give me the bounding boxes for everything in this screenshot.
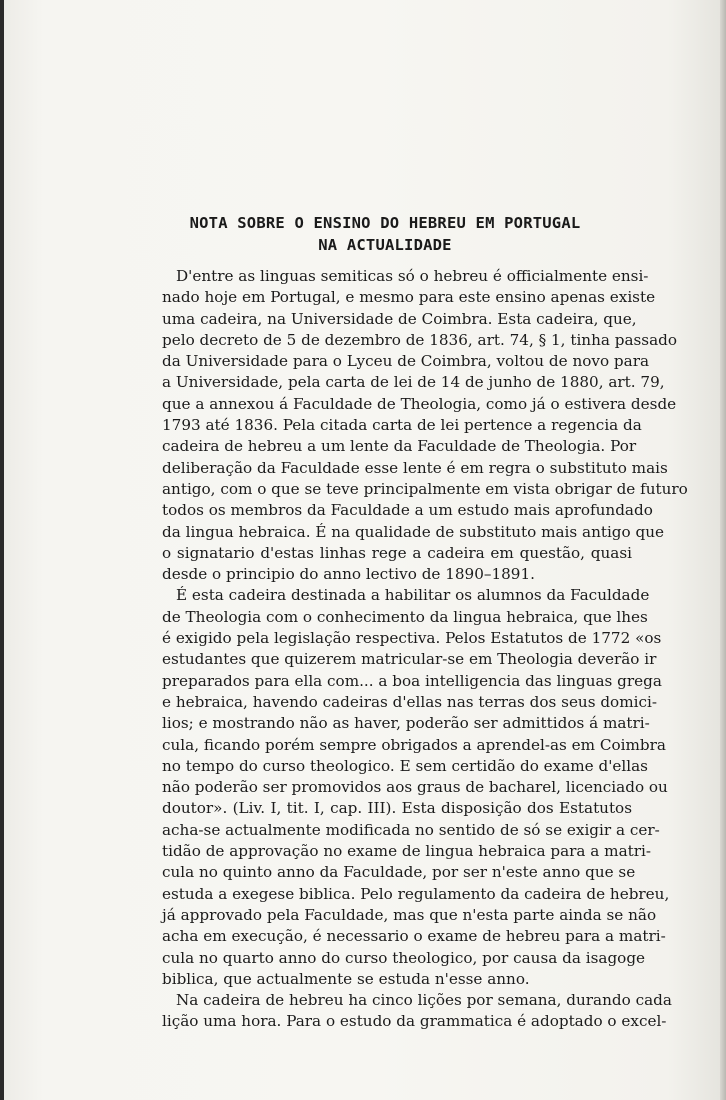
text-line: preparados para ella com... a boa intelligencia das linguas grega [162,671,662,690]
text-line: cula no quinto anno da Faculdade, por ser n'este anno que se [162,863,636,882]
text-line: biblica, que actualmente se estuda n'esse anno. [162,969,530,988]
scan-left-edge [0,0,4,1100]
text-line: que a annexou á Faculdade de Theologia, como já o estivera desde [162,394,677,413]
text-line: de Theologia com o conhecimento da lingua hebraica, que lhes [162,607,648,626]
text-line: da Universidade para o Lyceu de Coimbra, voltou de novo para [162,352,650,371]
text-line: antigo, com o que se teve principalmente em vista obrigar de futuro [162,479,688,498]
text-line: lição uma hora. Para o estudo da grammatica é adoptado o excel- [162,1012,667,1031]
text-line: doutor». (Liv. I, tit. I, cap. III). Esta disposição dos Estatutos [162,799,632,818]
text-line: cadeira de hebreu a um lente da Faculdade de Theologia. Por [162,437,637,456]
text-line: 1793 até 1836. Pela citada carta de lei pertence a regencia da [162,416,642,435]
scan-right-edge [720,0,726,1100]
text-line: É esta cadeira destinada a habilitar os alumnos da Faculdade [176,586,650,605]
text-line: estuda a exegese biblica. Pelo regulamento da cadeira de hebreu, [162,884,670,903]
text-line: e hebraica, havendo cadeiras d'ellas nas terras dos seus domici- [162,692,657,711]
text-line: da lingua hebraica. É na qualidade de substituto mais antigo que [162,522,664,541]
text-line: tidão de approvação no exame de lingua hebraica para a matri- [162,842,651,861]
text-line: não poderão ser promovidos aos graus de bacharel, licenciado ou [162,778,668,797]
text-line: cula, ficando porém sempre obrigados a aprendel-as em Coimbra [162,735,666,754]
text-line: no tempo do curso theologico. E sem certidão do exame d'ellas [162,756,648,775]
text-line: estudantes que quizerem matricular-se em Theologia deverão ir [162,650,657,669]
text-line: cula no quarto anno do curso theologico, por causa da isagoge [162,948,646,967]
text-line: acha em execução, é necessario o exame de hebreu para a matri- [162,927,666,946]
text-line: Na cadeira de hebreu ha cinco lições por semana, durando cada [176,991,672,1010]
text-line: deliberação da Faculdade esse lente é em regra o substituto mais [162,458,668,477]
text-line: uma cadeira, na Universidade de Coimbra. Esta cadeira, que, [162,309,637,328]
text-line: já approvado pela Faculdade, mas que n'esta parte ainda se não [162,905,657,924]
text-line: todos os membros da Faculdade a um estudo mais aprofundado [162,501,653,520]
text-line: D'entre as linguas semiticas só o hebreu é officialmente ensi- [176,267,649,285]
text-line: nado hoje em Portugal, e mesmo para este ensino apenas existe [162,288,656,307]
text-line: lios; e mostrando não as haver, poderão ser admittidos á matri- [162,714,650,733]
text-line: acha-se actualmente modificada no sentido de só se exigir a cer- [162,820,660,839]
text-line: é exigido pela legislação respectiva. Pelos Estatutos de 1772 «os [162,629,662,648]
page-title-line-2: NA ACTUALIDADE [318,236,452,254]
text-line: a Universidade, pela carta de lei de 14 de junho de 1880, art. 79, [162,373,665,392]
body-text [162,266,688,1033]
text-line: o signatario d'estas linhas rege a cadeira em questão, quasi [162,543,632,562]
text-line: desde o principio do anno lectivo de 1890–1891. [162,565,535,584]
page-title-line-1: NOTA SOBRE O ENSINO DO HEBREU EM PORTUGAL [189,214,581,232]
text-line: pelo decreto de 5 de dezembro de 1836, art. 74, § 1, tinha passado [162,330,678,349]
